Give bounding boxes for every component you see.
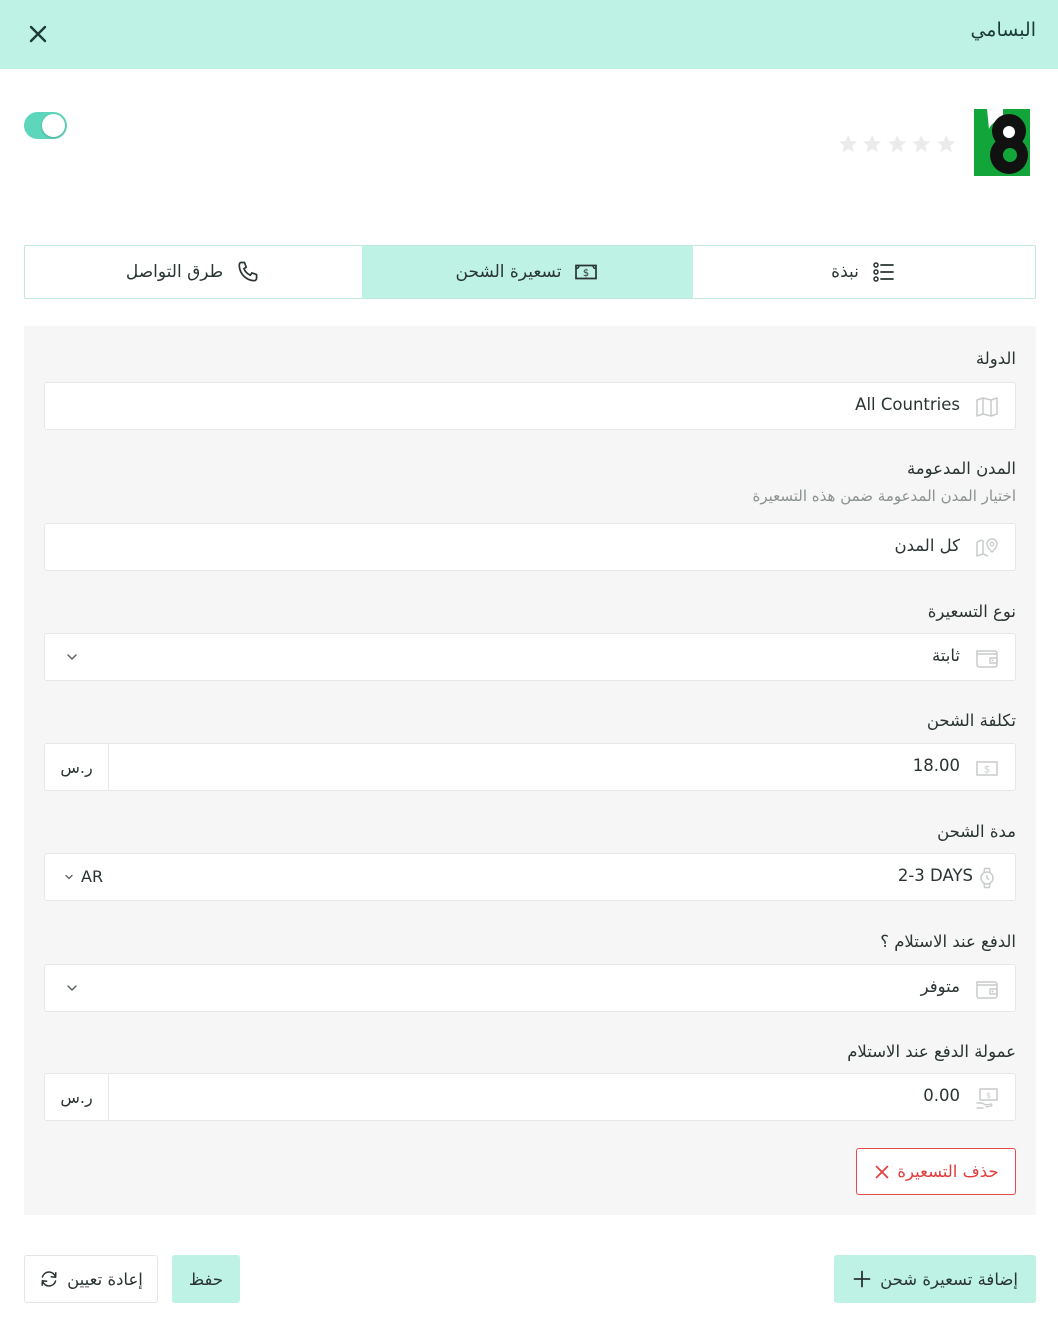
plus-icon (852, 1269, 872, 1289)
cod-fee-input[interactable] (44, 1073, 1016, 1121)
cities-hint: اختيار المدن المدعومة ضمن هذه التسعيرة (752, 487, 1016, 505)
delete-pricing-button[interactable] (856, 1148, 1016, 1195)
tab-bar (24, 245, 1036, 299)
money-transfer-icon (974, 1085, 1000, 1111)
refresh-icon (39, 1269, 59, 1289)
reset-label: إعادة تعيين (67, 1269, 143, 1289)
country-label: الدولة (975, 349, 1016, 368)
modal-header (0, 0, 1058, 69)
pricing-type-select[interactable] (44, 633, 1016, 681)
tab-about[interactable] (693, 246, 1035, 298)
cities-label: المدن المدعومة (906, 459, 1016, 478)
cod-value: متوفر (920, 977, 960, 996)
add-shipping-pricing-button[interactable] (834, 1255, 1036, 1303)
company-logo (974, 109, 1030, 176)
cod-label: الدفع عند الاستلام ؟ (880, 932, 1016, 951)
star-icon (885, 132, 909, 156)
watch-icon (974, 865, 1000, 891)
shipping-duration-value: 2-3 DAYS (897, 866, 973, 885)
svg-text:$: $ (583, 268, 590, 279)
active-toggle[interactable] (24, 112, 67, 139)
delete-pricing-label: حذف التسعيرة (897, 1162, 999, 1181)
shipping-cost-input[interactable] (44, 743, 1016, 791)
pricing-type-value: ثابتة (931, 646, 960, 665)
map-pin-icon (974, 535, 1000, 561)
save-button[interactable]: حفظ (172, 1255, 240, 1303)
toggle-knob (42, 114, 65, 137)
cities-select[interactable] (44, 523, 1016, 571)
star-icon (934, 132, 958, 156)
language-select[interactable] (63, 867, 103, 886)
close-icon (873, 1163, 891, 1181)
tab-shipping-label: تسعيرة الشحن (455, 262, 562, 282)
cash-icon (974, 755, 1000, 781)
shipping-duration-input[interactable] (44, 853, 1016, 901)
pricing-type-label: نوع التسعيرة (927, 602, 1016, 621)
country-select[interactable] (44, 382, 1016, 430)
svg-text:$: $ (983, 764, 991, 776)
tab-shipping-pricing[interactable] (362, 246, 693, 298)
language-value: AR (81, 867, 104, 886)
country-value: All Countries (855, 395, 960, 414)
currency-unit: ر.س (45, 1074, 109, 1120)
rating-stars (836, 132, 958, 156)
cod-fee-value: 0.00 (923, 1086, 960, 1105)
tab-about-label: نبذة (831, 262, 859, 282)
chevron-down-icon (63, 871, 75, 883)
list-icon (871, 259, 897, 285)
chevron-down-icon (65, 650, 79, 664)
star-icon (860, 132, 884, 156)
shipping-cost-value: 18.00 (912, 756, 960, 775)
modal-title: البسامي (970, 19, 1036, 41)
svg-text:$: $ (985, 1090, 992, 1100)
star-icon (836, 132, 860, 156)
add-shipping-pricing-label: إضافة تسعيرة شحن (880, 1269, 1018, 1289)
currency-unit: ر.س (45, 744, 109, 790)
chevron-down-icon (65, 981, 79, 995)
cod-select[interactable] (44, 964, 1016, 1012)
cod-fee-label: عمولة الدفع عند الاستلام (847, 1042, 1016, 1061)
star-icon (909, 132, 933, 156)
map-icon (974, 394, 1000, 420)
tab-contact-methods[interactable] (25, 246, 362, 298)
tab-contact-label: طرق التواصل (125, 262, 224, 282)
shipping-duration-label: مدة الشحن (937, 822, 1016, 841)
wallet-icon (974, 976, 1000, 1002)
money-icon (573, 259, 599, 285)
phone-icon (235, 259, 261, 285)
cities-value: كل المدن (894, 536, 960, 555)
close-icon[interactable] (24, 20, 52, 48)
wallet-icon (974, 645, 1000, 671)
reset-button[interactable] (24, 1255, 158, 1303)
shipping-cost-label: تكلفة الشحن (926, 711, 1016, 730)
